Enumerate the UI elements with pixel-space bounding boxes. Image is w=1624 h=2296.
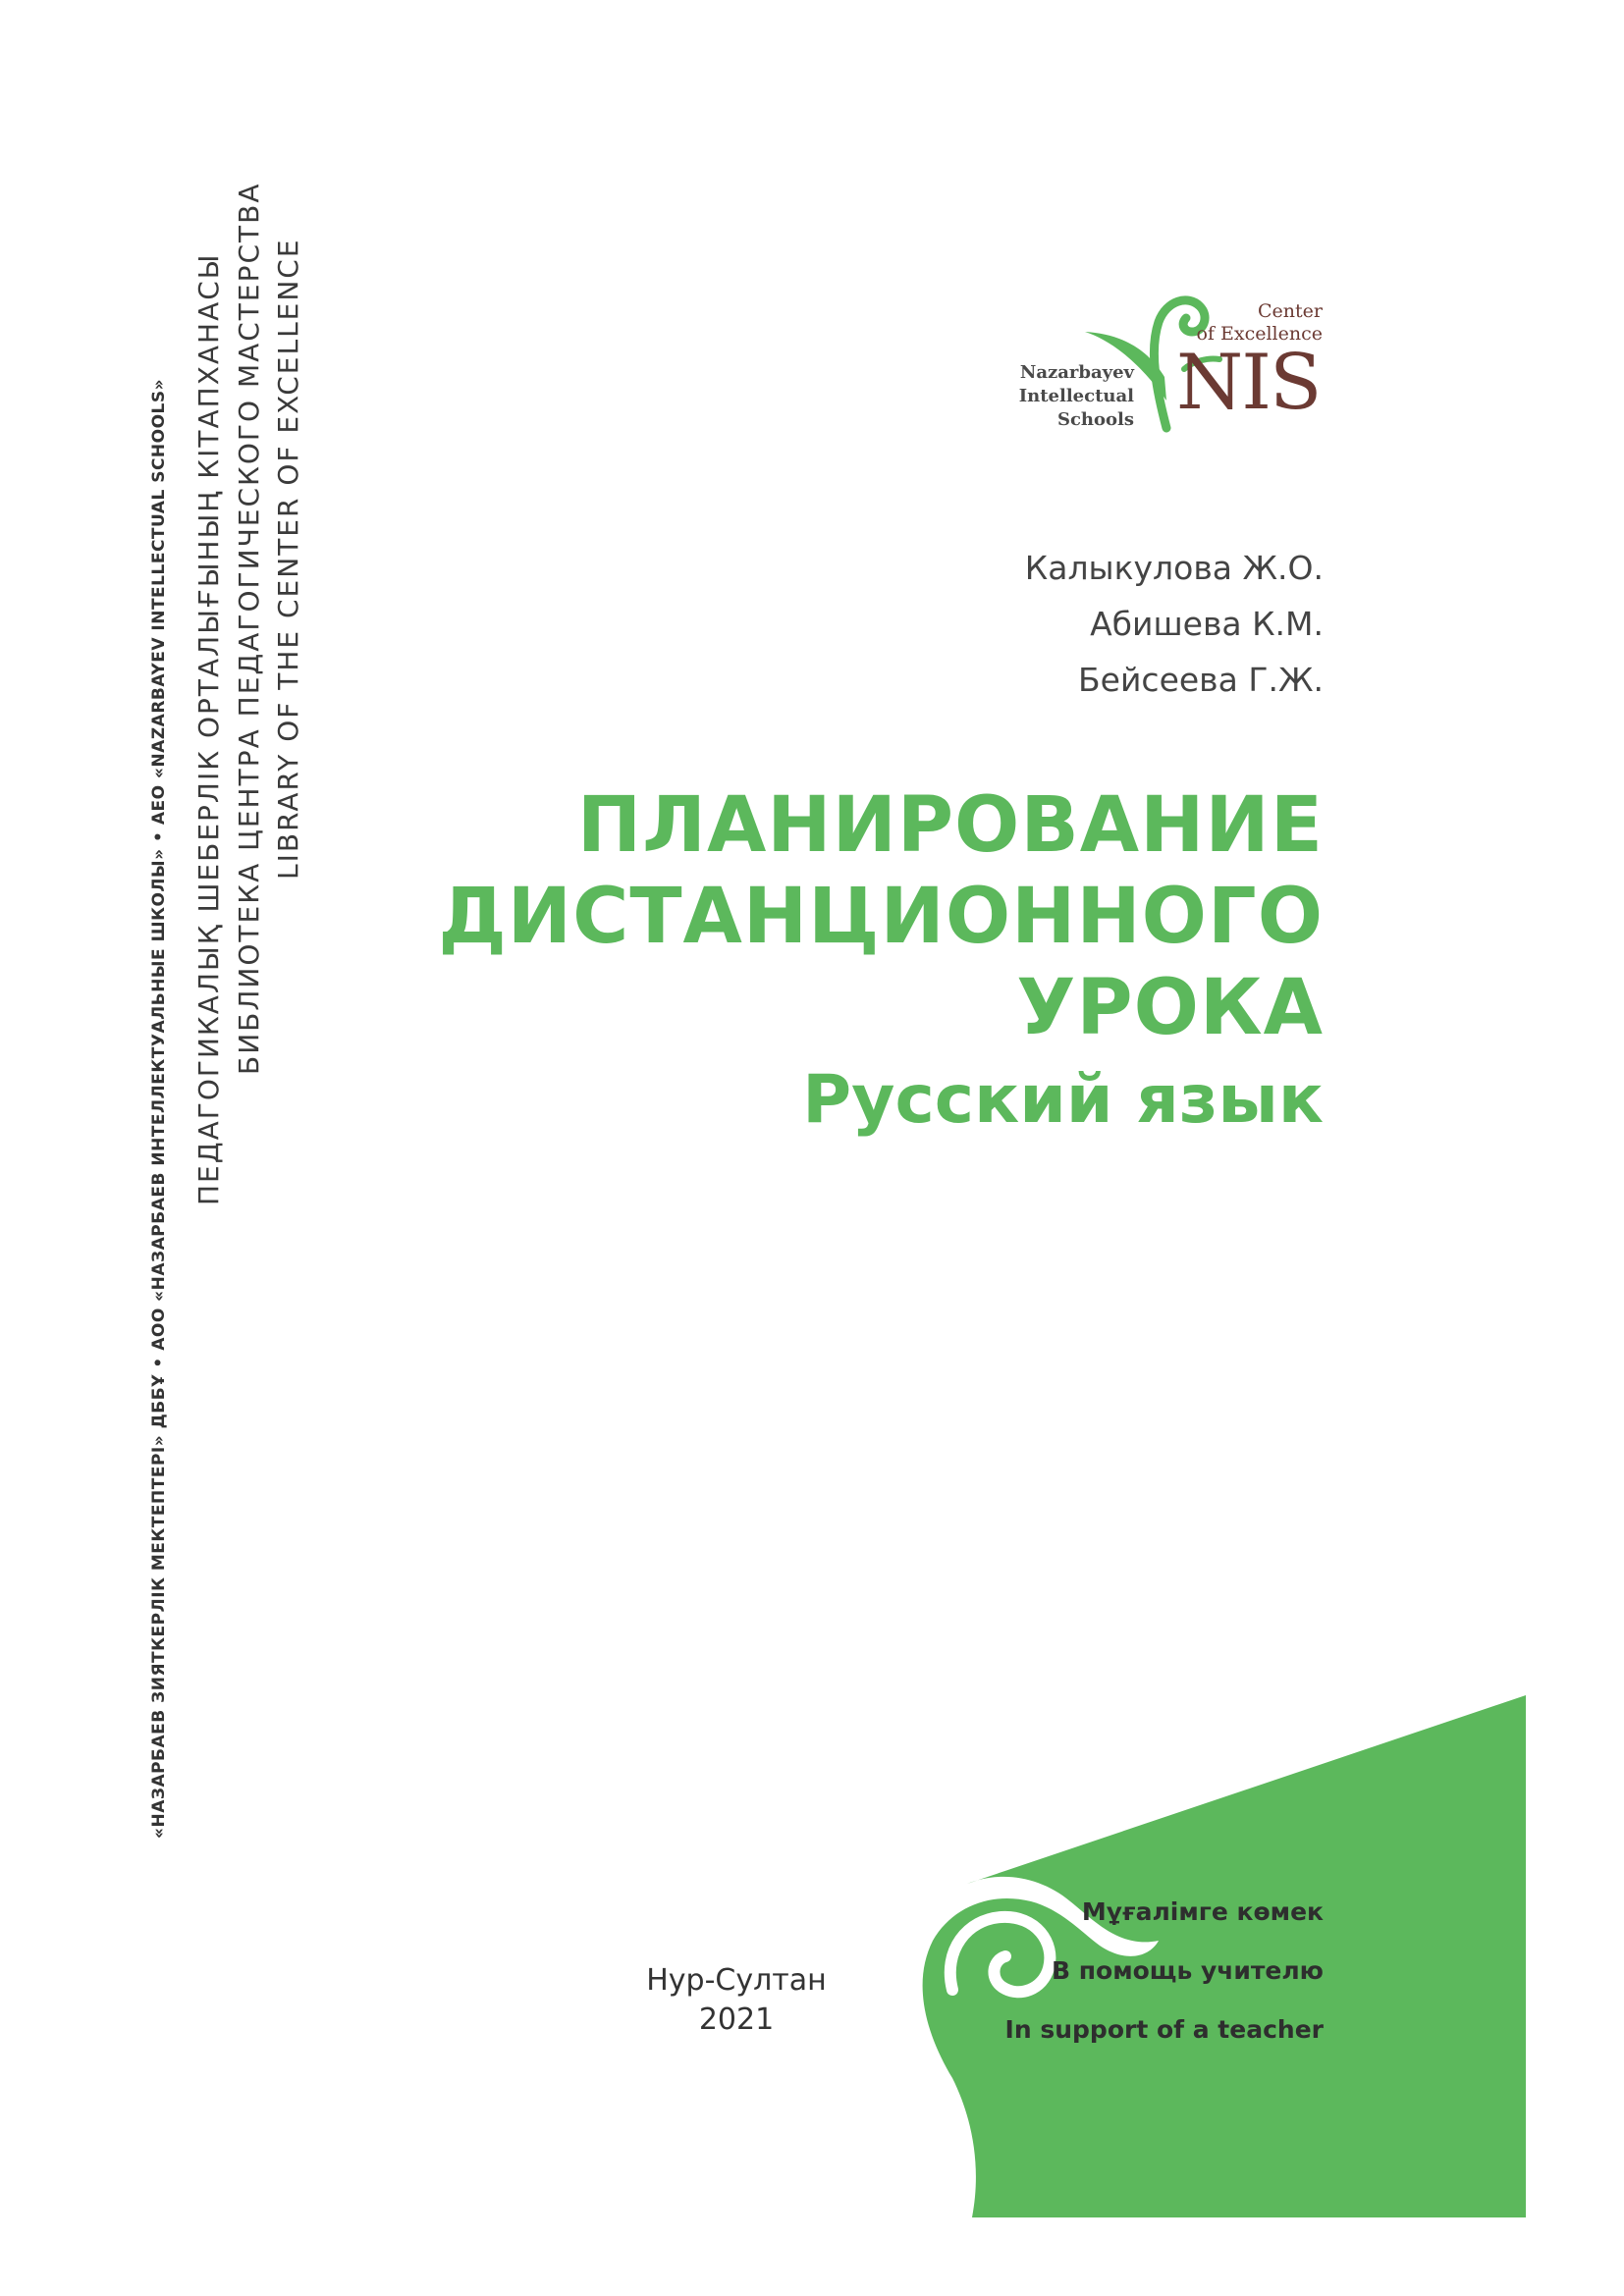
book-title bbox=[438, 780, 1324, 1146]
spine-library-ru: БИБЛИОТЕКА ЦЕНТРА ПЕДАГОГИЧЕСКОГО МАСТЕРСТВА bbox=[233, 182, 265, 1075]
spine-library-kz: ПЕДАГОГИКАЛЫҚ ШЕБЕРЛІК ОРТАЛЫҒЫНЫҢ КІТАПХАНАСЫ bbox=[192, 252, 225, 1205]
logo-coe-line: Center bbox=[1258, 300, 1323, 322]
logo-coe-line: of Excellence bbox=[1196, 323, 1323, 345]
logo-org-name bbox=[1019, 361, 1134, 432]
title-line: УРОКА bbox=[1016, 964, 1324, 1052]
author-name: Абишева К.М. bbox=[1090, 605, 1324, 643]
author-name: Калыкулова Ж.О. bbox=[1024, 549, 1324, 587]
spine-organization-text: «НАЗАРБАЕВ ЗИЯТКЕРЛІК МЕКТЕПТЕРІ» ДББҰ • АОО «НАЗАРБАЕВ ИНТЕЛЛЕКТУАЛЬНЫЕ ШКОЛЫ» • AEO «NAZARBAYEV INTELLECTUAL SCHOOLS» bbox=[149, 378, 169, 1839]
title-line: ДИСТАНЦИОННОГО bbox=[438, 873, 1324, 961]
logo-org-line: Nazarbayev bbox=[1019, 362, 1134, 383]
series-kz: Мұғалімге көмек bbox=[1081, 1897, 1324, 1926]
imprint-year: 2021 bbox=[698, 2002, 775, 2037]
imprint-city: Нур-Султан bbox=[646, 1963, 827, 1998]
book-subject: Русский язык bbox=[802, 1061, 1324, 1139]
series-en: In support of a teacher bbox=[1004, 2015, 1324, 2044]
nis-logo bbox=[992, 283, 1326, 440]
series-ru: В помощь учителю bbox=[1051, 1956, 1324, 1985]
logo-org-line: Schools bbox=[1056, 409, 1134, 430]
series-label bbox=[1005, 1883, 1324, 2059]
spine-library-en: LIBRARY OF THE CENTER OF EXCELLENCE bbox=[272, 238, 304, 880]
imprint bbox=[638, 1961, 835, 2040]
author-list bbox=[1025, 540, 1324, 708]
title-line: ПЛАНИРОВАНИЕ bbox=[576, 781, 1324, 870]
author-name: Бейсеева Г.Ж. bbox=[1078, 661, 1324, 699]
logo-brand-nis: NIS bbox=[1176, 339, 1321, 427]
logo-org-line: Intellectual bbox=[1018, 386, 1134, 406]
